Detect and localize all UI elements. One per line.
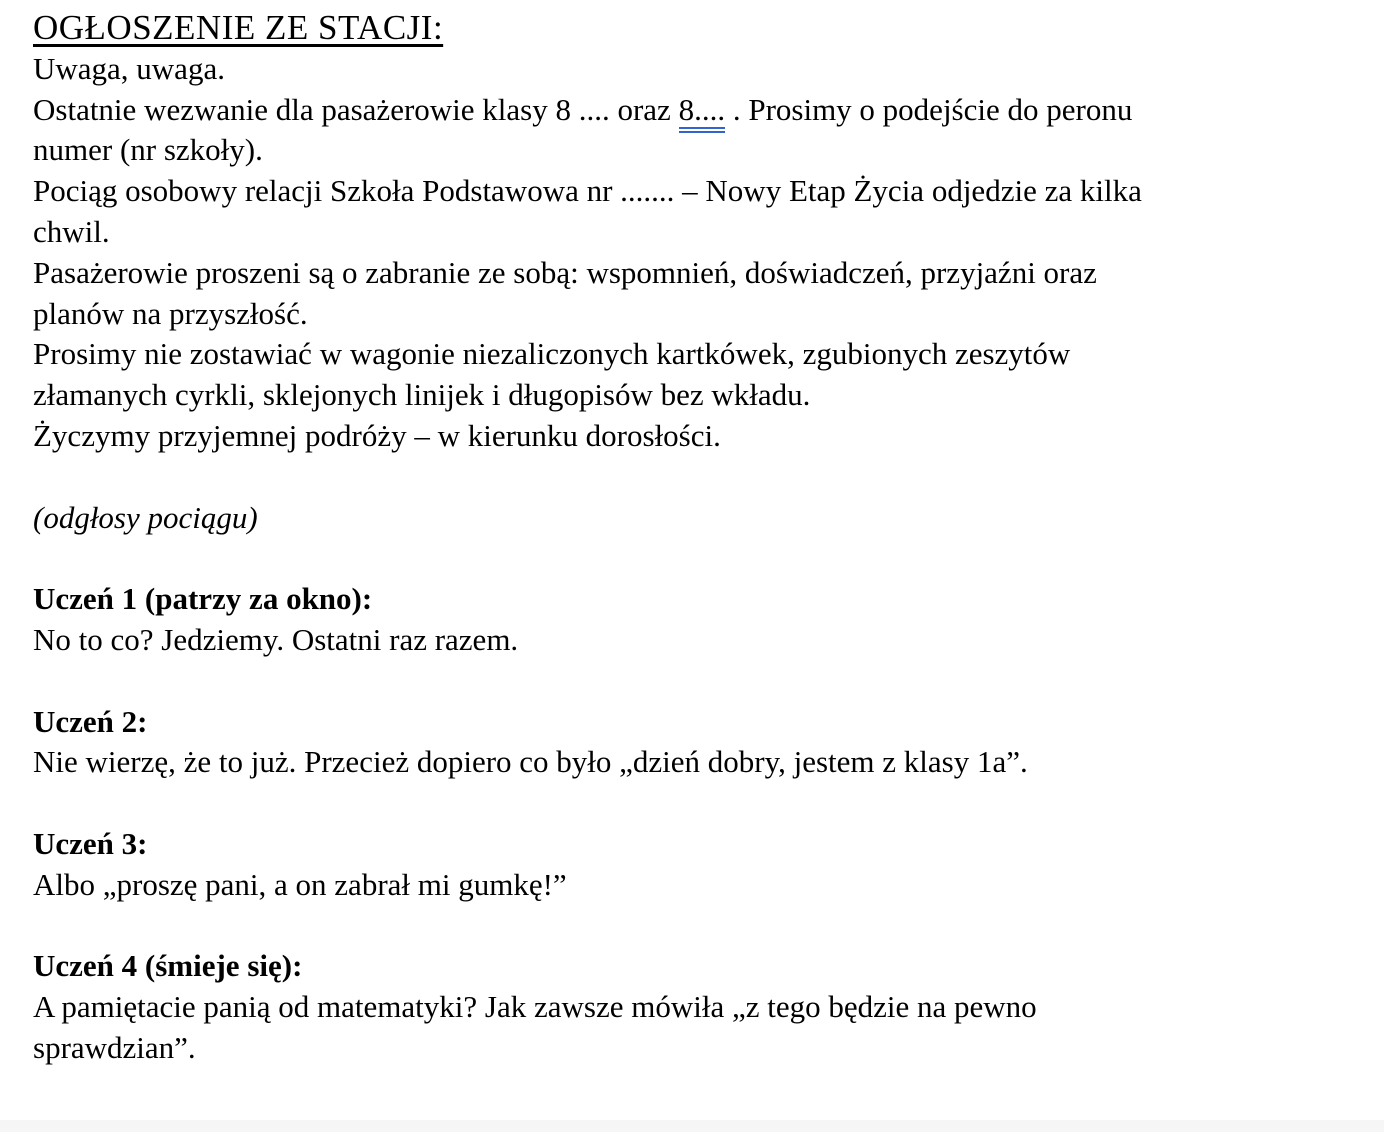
stage-direction: (odgłosy pociągu) (33, 499, 258, 535)
announcement-line-segment: Ostatnie wezwanie dla pasażerowie klasy 8 .... oraz (33, 91, 679, 127)
announcement-line: złamanych cyrkli, sklejonych linijek i długopisów bez wkładu. (33, 377, 811, 413)
dialogue-speaker: Uczeń 3: (33, 825, 148, 861)
dialogue-line: sprawdzian”. (33, 1029, 196, 1065)
announcement-line: Prosimy nie zostawiać w wagonie niezaliczonych kartkówek, zgubionych zeszytów (33, 336, 1071, 372)
page-bottom-edge (0, 1120, 1384, 1132)
blank-line (33, 457, 1374, 498)
blank-line (33, 661, 1374, 702)
script-document (33, 8, 1374, 1069)
announcement-line: numer (nr szkoły). (33, 132, 263, 168)
announcement-line: planów na przyszłość. (33, 295, 308, 331)
announcement-line: chwil. (33, 213, 110, 249)
announcement-line: Życzymy przyjemnej podróży – w kierunku dorosłości. (33, 417, 721, 453)
grammar-checked-text: 8.... (679, 92, 726, 133)
blank-line (33, 783, 1374, 824)
announcement-line: Pasażerowie proszeni są o zabranie ze sobą: wspomnień, doświadczeń, przyjaźni oraz (33, 254, 1097, 290)
dialogue-speaker: Uczeń 2: (33, 703, 148, 739)
dialogue-line: No to co? Jedziemy. Ostatni raz razem. (33, 621, 519, 657)
announcement-line: Pociąg osobowy relacji Szkoła Podstawowa nr ....... – Nowy Etap Życia odjedzie za kilka (33, 173, 1142, 209)
announcement-heading: OGŁOSZENIE ZE STACJI: (33, 8, 444, 47)
announcement-line-segment: . Prosimy o podejście do peronu (725, 91, 1133, 127)
blank-line (33, 906, 1374, 947)
dialogue-line: Albo „proszę pani, a on zabrał mi gumkę!” (33, 866, 567, 902)
announcement-line: Uwaga, uwaga. (33, 50, 225, 86)
dialogue-line: Nie wierzę, że to już. Przecież dopiero co było „dzień dobry, jestem z klasy 1a”. (33, 744, 1028, 780)
blank-line (33, 538, 1374, 579)
dialogue-speaker: Uczeń 1 (patrzy za okno): (33, 581, 373, 617)
dialogue-speaker: Uczeń 4 (śmieje się): (33, 948, 303, 984)
announcement-line (33, 90, 1374, 131)
dialogue-line: A pamiętacie panią od matematyki? Jak zawsze mówiła „z tego będzie na pewno (33, 989, 1037, 1025)
